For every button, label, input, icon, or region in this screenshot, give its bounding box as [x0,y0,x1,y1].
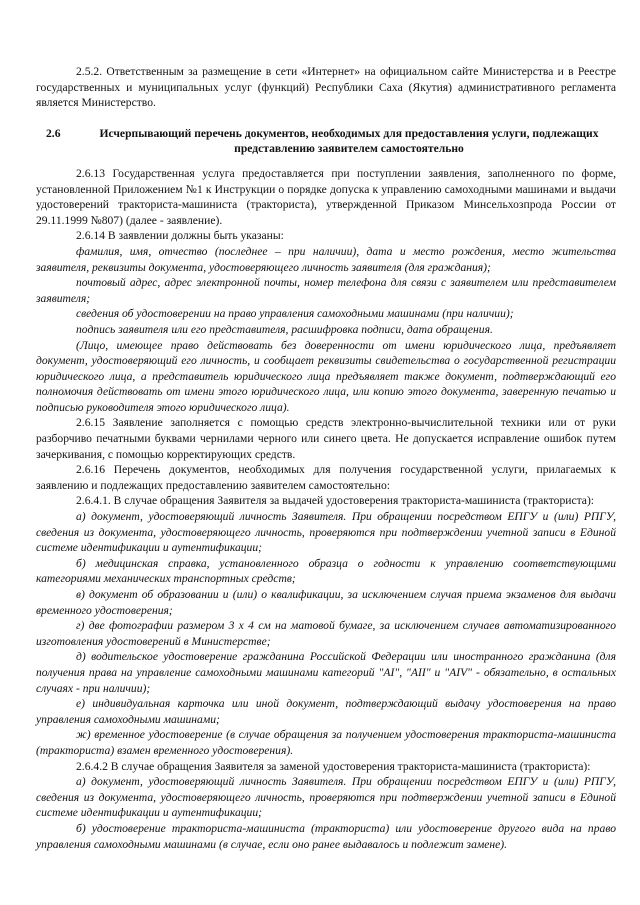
list-item-a-2: а) документ, удостоверяющий личность Заявителя. При обращении посредством ЕПГУ и (или) РПГУ, сведения из документа, удостоверяющего личность, проверяются при подтверждении учетной записи в Единой системе идентификации и аутентификации; [36,775,616,820]
list-item-e-1: е) индивидуальная карточка или иной документ, подтверждающий выдачу удостоверения на право управления самоходными машинами; [36,697,616,726]
section-heading [36,126,616,157]
paragraph-2-5-2: 2.5.2. Ответственным за размещение в сети «Интернет» на официальном сайте Министерства и в Реестре государственных и муниципальных услуг (функций) Республики Саха (Якутия) административного регламента является Министерство. [36,65,616,110]
list-item-v-1: в) документ об образовании и (или) о квалификации, за исключением случая приема экзаменов для выдачи временного удостоверения; [36,588,616,617]
list-item-signature: подпись заявителя или его представителя, расшифровка подписи, дата обращения. [76,322,493,336]
list-item-zh-1: ж) временное удостоверение (в случае обращения за получением удостоверения тракториста-машиниста (тракториста) взамен временного удостоверения). [36,728,616,757]
list-item-b-2: б) удостоверение тракториста-машиниста (тракториста) или удостоверение другого вида на право управления самоходными машинами (в случае, если оно ранее выдавалось и подлежит замене). [36,821,616,851]
list-item-b-1: б) медицинская справка, установленного образца о годности к управлению соответствующими категориями механических транспортных средств; [36,556,616,586]
paragraph-2-6-14: 2.6.14 В заявлении должны быть указаны: [76,229,284,243]
list-item-g-1: г) две фотографии размером 3 х 4 см на матовой бумаге, за исключением случаев автоматизированного изготовления удостоверений в Министерстве; [36,619,616,648]
list-item-a-1: а) документ, удостоверяющий личность Заявителя. При обращении посредством ЕПГУ и (или) РПГУ, сведения из документа, удостоверяющего личность, проверяются при подтверждении учетной записи в Единой системе идентификации и аутентификации; [36,510,616,555]
paragraph-2-6-13: 2.6.13 Государственная услуга предоставляется при поступлении заявления, заполненного по форме, установленной Приложением №1 к Инструкции о порядке допуска к управлению самоходными машинами и выдачи удостоверений тракториста-машиниста (тракториста), утвержденной Приказом Минсельхозпрода России от 29.11.1999 №807) (далее - заявление). [36,166,616,227]
list-item-full-name: фамилия, имя, отчество (последнее – при наличии), дата и место рождения, место жительства заявителя, реквизиты документа, удостоверяющего личность заявителя (для граждания); [36,244,616,274]
document-page [36,64,616,852]
paragraph-2-6-4-1: 2.6.4.1. В случае обращения Заявителя за выдачей удостоверения тракториста-машиниста (тракториста): [76,494,595,508]
paragraph-2-6-4-2: 2.6.4.2 В случае обращения Заявителя за заменой удостоверения тракториста-машиниста (тракториста): [76,759,591,773]
list-item-legal-entity-note: (Лицо, имеющее право действовать без доверенности от имени юридического лица, предъявляет документ, удостоверяющий его личность, и сообщает реквизиты свидетельства о государственной регистрации юридического лица, а представитель юридического лица предъявляет также документ, подтверждающий его полномочия действовать от имени этого юридического лица, или копию этого документа, заверенную печатью и подписью руководителя этого юридического лица). [36,338,616,414]
list-item-d-1: д) водительское удостоверение гражданина Российской Федерации или иностранного гражданина (для получения права на управление самоходными машинами категорий "AI", "AII" и "AIV" - обязательно, в остальных случаях - при наличии); [36,650,616,695]
paragraph-2-6-15: 2.6.15 Заявление заполняется с помощью средств электронно-вычислительной техники или от руки разборчиво печатными буквами чернилами черного или синего цвета. Не допускается исправление ошибок путем зачеркивания, с помощью корректирующих средств. [36,416,616,461]
section-title: Исчерпывающий перечень документов, необходимых для предоставления услуги, подлежащих представлению заявителем самостоятельно [99,126,599,156]
list-item-license-info: сведения об удостоверении на право управления самоходными машинами (при наличии); [76,307,514,321]
paragraph-2-6-16: 2.6.16 Перечень документов, необходимых для получения государственной услуги, прилагаемых к заявлению и подлежащих предоставлению заявителем самостоятельно: [36,463,616,492]
list-item-contacts: почтовый адрес, адрес электронной почты, номер телефона для связи с заявителем или представителем заявителя; [36,276,616,305]
section-number: 2.6 [46,126,61,140]
